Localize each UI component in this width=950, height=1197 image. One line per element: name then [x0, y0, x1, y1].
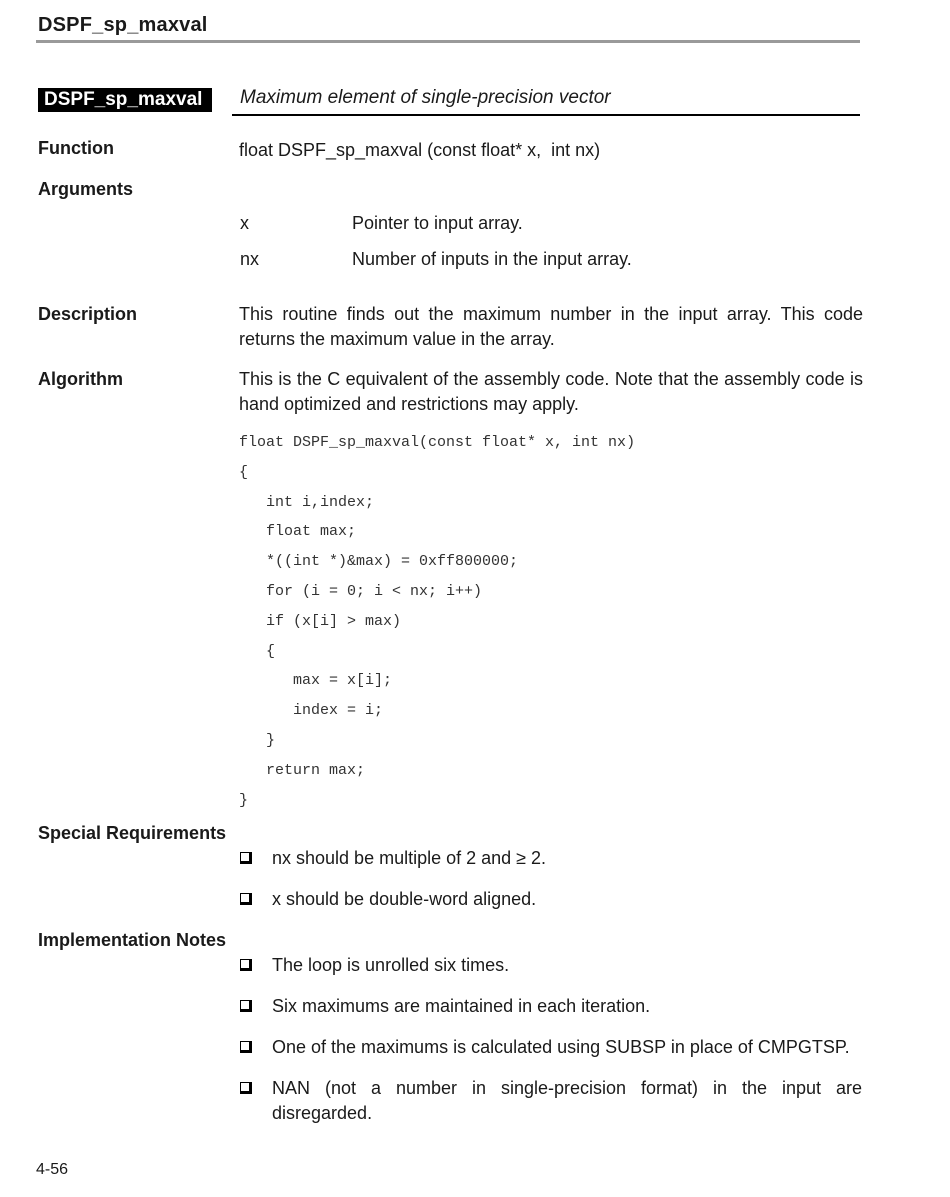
list-item: [240, 1035, 862, 1060]
list-item-text: The loop is unrolled six times.: [272, 955, 510, 975]
description-text: This routine finds out the maximum number in the input array. This code returns the maximum value in the array.: [239, 304, 863, 349]
argument-description: Pointer to input array.: [352, 213, 523, 233]
list-item-text: One of the maximums is calculated using SUBSP in place of CMPGTSP.: [272, 1037, 850, 1057]
list-item: [240, 887, 862, 912]
list-item-text: nx should be multiple of 2 and ≥ 2.: [272, 848, 547, 868]
special-requirements-label: Special Requirements: [38, 823, 227, 843]
list-item-text: NAN (not a number in single-precision format) in the input are disregarded.: [272, 1078, 862, 1123]
checkbox-bullet-icon: [240, 959, 252, 971]
argument-name: nx: [240, 249, 260, 269]
list-item: [240, 1076, 862, 1126]
code-listing: float DSPF_sp_maxval(const float* x, int nx) { int i,index; float max; *((int *)&max) = 0xff800000; for (i = 0; i < nx; i++) if (x[i] > max) { max = x[i]; index = i; } return max; }: [239, 434, 636, 809]
list-item: [240, 846, 862, 871]
list-item-text: x should be double-word aligned.: [272, 889, 537, 909]
arguments-label: Arguments: [38, 179, 134, 199]
header-rule: [36, 40, 860, 43]
implementation-notes-label: Implementation Notes: [38, 930, 227, 950]
argument-description: Number of inputs in the input array.: [352, 249, 632, 269]
algorithm-text: This is the C equivalent of the assembly code. Note that the assembly code is hand optimized and restrictions may apply.: [239, 369, 863, 414]
checkbox-bullet-icon: [240, 1082, 252, 1094]
checkbox-bullet-icon: [240, 852, 252, 864]
function-signature: float DSPF_sp_maxval (const float* x, int nx): [239, 140, 601, 160]
list-item-text: Six maximums are maintained in each iteration.: [272, 996, 651, 1016]
list-item: [240, 953, 862, 978]
running-head: DSPF_sp_maxval: [38, 14, 208, 36]
function-title-description: Maximum element of single-precision vector: [240, 87, 611, 108]
function-name-tag: DSPF_sp_maxval: [38, 88, 212, 112]
page-number: 4-56: [36, 1161, 69, 1178]
title-rule: [232, 114, 860, 116]
function-label: Function: [38, 138, 114, 158]
list-item: [240, 994, 862, 1019]
argument-name: x: [240, 213, 249, 233]
description-label: Description: [38, 304, 138, 324]
checkbox-bullet-icon: [240, 1041, 252, 1053]
checkbox-bullet-icon: [240, 1000, 252, 1012]
algorithm-label: Algorithm: [38, 369, 123, 389]
checkbox-bullet-icon: [240, 893, 252, 905]
